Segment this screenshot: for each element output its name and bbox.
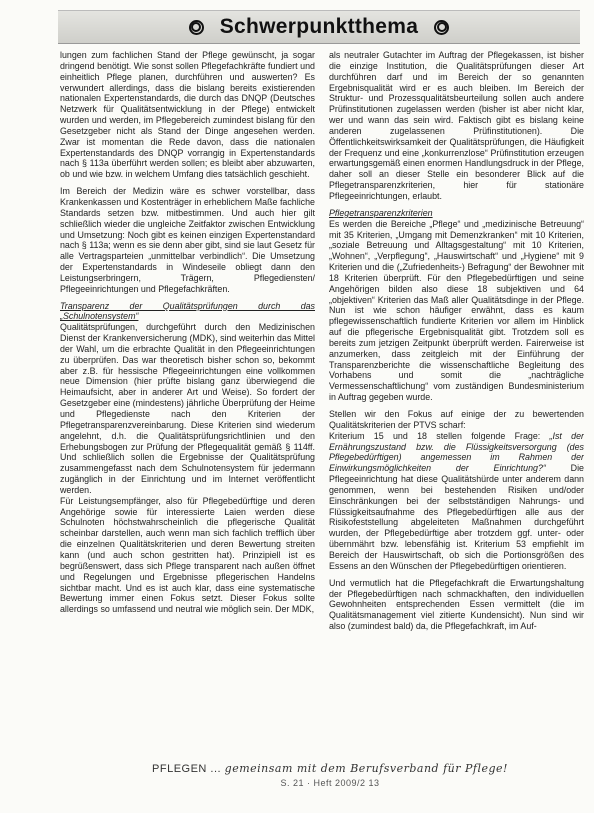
page-footer bbox=[150, 762, 510, 788]
paragraph: Und vermutlich hat die Pflegefachkraft die Erwartungshaltung der Pflegebedürftigen nach schmackhaften, den individuellen Gewohnheiten entsprechenden Essen vermittelt (die im Qualitätsmanagement viel zitierte Kundensicht). Nun sind wir also (zumindest bald) da, die Pflegefachkraft, im Auf- bbox=[329, 577, 584, 632]
quoted-criterion: „Ist der Ernährungszustand bzw. die Flüssigkeitsversorgung (des Pflegebedürftigen) angemessen im Rahmen der Einwirkungsmöglichkeiten der Einrichtung?“ bbox=[329, 430, 584, 474]
page-number: S. 21 · Heft 2009/2 13 bbox=[280, 778, 380, 788]
left-column bbox=[60, 50, 315, 748]
paragraph: lungen zum fachlichen Stand der Pflege gewünscht, ja sogar dringend benötigt. Wie sonst sollen Pflegefachkräfte fundiert und einheitlich Pflege planen, durchführen und auswerten? Es verwundert allerdings, dass die bislang bereits existierenden nationalen Expertenstandards, die durch das DNQP (Deutsches Netzwerk für Qualitätsentwicklung in der Pflege) entwickelt wurden und werden, im Pflegebereich zumindest bislang für den Gesetzgeber nicht als Stand der Dinge angesehen werden. Zwar ist momentan die Rede davon, dass die nationalen Expertenstandards des DNQP vorrangig in Expertenstandards nach § 113a überführt werden sollen; es bleibt aber abzuwarten, ob und wie bzw. in welchem Umfang dies tatsächlich geschieht. bbox=[60, 50, 315, 180]
target-icon bbox=[189, 20, 204, 35]
paragraph: Für Leistungsempfänger, also für Pflegebedürftige und deren Angehörige sowie für interessierte Laien werden diese Schulnoten höchstwahrscheinlich die pflegerische Qualität scheinbar darstellen, auch wenn man sich fachlich trefflich über die einzelnen Qualitätskriterien und deren Bewertung streiten kann (und auch schon gestritten hat). Prinzipiell ist es begrüßenswert, dass sich Pflege transparent nach außen öffnet und Regelungen und Ergebnisse pflegerischen Handelns sichtbar macht. Und es ist auch klar, dass eine systematische Bewertung immer einen Fokus setzt. Dieser Fokus sollte allerdings so umfassend und neutral wie möglich sein. Der MDK, bbox=[60, 495, 315, 615]
footer-brand bbox=[150, 762, 510, 775]
right-column bbox=[329, 50, 584, 748]
target-icon bbox=[434, 20, 449, 35]
footer-slogan: gemeinsam mit dem Berufsverband für Pflege! bbox=[224, 762, 508, 775]
paragraph: Stellen wir den Fokus auf einige der zu bewertenden Qualitätskriterien der PTVS scharf: bbox=[329, 409, 584, 430]
paragraph: Im Bereich der Medizin wäre es schwer vorstellbar, dass Krankenkassen und Kostenträger in erheblichem Maße fachliche Standards setzen bzw. mitbestimmen. Und auch hier gilt schließlich wieder die ungleiche Zeitfaktor zwischen Entwicklung und Umsetzung: Noch gibt es keinen einzigen Expertenstandard nach § 113a; wenn es sie denn aber gibt, sind sie laut Gesetz für alle Vertragsparteien „unmittelbar verbindlich“. Die Umsetzung der Expertenstandards in Windeseile obliegt dann den Leistungserbringern, Trägern, Pflegediensten/ Pflegeeinrichtungen und Pflegefachkräften. bbox=[60, 186, 315, 294]
paragraph: Qualitätsprüfungen, durchgeführt durch den Medizinischen Dienst der Krankenversicherung (MDK), sind weiterhin das Mittel der Wahl, um die erbrachte Qualität in den Pflegeeinrichtungen zu überprüfen. Das war theoretisch bisher schon so, bekommt aber z.B. für hessische Pflegeeinrichtungen eine vollkommen neue Dimension (hier prüfte bislang ganz überwiegend die Heimaufsicht, aber in anderer Art und Weise). So fordert der Gesetzgeber eine (mindestens) jährliche Überprüfung der Heime und Pflegedienste nach den Kriterien der Pflegetransparenzvereinbarung. Diese Kriterien sind wiederum angelehnt, d.h. die Qualitätsprüfungsrichtlinien und den Erhebungsbogen zur Prüfung der Pflegequalität gemäß § 114ff. Und schließlich sollen die Ergebnisse der Qualitätsprüfung zusammengefasst nach dem Schulnotensystem für jedermann zugänglich in der Einrichtung und im Internet veröffentlicht werden. bbox=[60, 322, 315, 495]
paragraph: als neutraler Gutachter im Auftrag der Pflegekassen, ist bisher die einzige Institution, die Qualitätsprüfungen dieser Art durchführen darf und im Bereich der so genannten Ergebnisqualität wird er es auch bleiben. Im Bereich der Struktur- und Prozessqualitätsbeurteilung sollen auch andere Prüfinstitutionen zugelassen werden (bisher ist aber nicht klar, wer und wann das sein wird. Faktisch gibt es bislang keine anderen zugelassenen Prüfinstitutionen). Die Öffentlichkeitswirksamkeit der Qualitätsprüfungen, die Häufigkeit der Frequenz und eine „konkurrenzlose“ Prüfinstitution erzeugen erwartungsgemäß einen enormen Handlungsdruck in der Pflege, daher soll an dieser Stelle ein besonderer Blick auf die Pflegetransparenzkriterien, hier für stationäre Pflegeeinrichtungen, erlaubt. bbox=[329, 50, 584, 201]
section-header bbox=[58, 10, 580, 44]
paragraph-rest: Die Pflegeeinrichtung hat diese Qualitätshürde unter anderem dann genommen, wenn bei bestehenden Risiken und/oder Einschränkungen bei der selbstständigen Nahrungs- und Flüssigkeitsaufnahme des Pflegebedürftigen alle aus der Risikofeststellung abgeleiteten Maßnahmen durchgeführt wurden, der Pflegebedürftige aber trotzdem ggf. unter- oder übernmährt bzw. lebensfähig ist. Kriterium 53 empfiehlt im Bereich der Hauswirtschaft, ob sich die Portionsgrößen des Essens an den Wünschen der Pflegebedürftigen orientieren. bbox=[329, 463, 584, 571]
section-title: Schwerpunktthema bbox=[219, 15, 419, 38]
paragraph-intro: Kriterium 15 und 18 stellen folgende Frage: bbox=[329, 430, 550, 441]
article-body bbox=[60, 50, 584, 748]
subheading: Pflegetransparenzkriterien bbox=[329, 207, 433, 218]
paragraph: Es werden die Bereiche „Pflege“ und „medizinische Betreuung“ mit 35 Kriterien, „Umgang mit Demenzkranken“ mit 10 Kriterien, „soziale Betreuung und Alltagsgestaltung“ mit 10 Kriterien, „Wohnen“, „Verpflegung“, „Hauswirtschaft“ und „Hygiene“ mit 9 Kriterien und die („Zufriedenheits-) Befragung“ der Bewohner mit 18 Kriterien überprüft. Für den Pflegebedürftigen und seine Angehörigen bilden also diese 18 subjektiven und 64 „objektiven“ Kriterien das Maß aller Qualitätsdinge in der Pflege. Nun ist wie schon häufiger erwähnt, dass es kaum pflegewissenschaftlich fundierte Kriterien vor allem im Hinblick auf die pflegerische Ergebnisqualität gibt. Trotzdem soll es bereits zum jetzigen Zeitpunkt überprüft werden. Fairerweise ist anzumerken, dass zeitgleich mit der Einführung der Transparenzberichte die wissenschaftliche Begleitung des Vorhabens und somit die „nachträgliche Vermessenschaftlichung“ vom zuständigen Bundesministerium in Auftrag gegeben wurde. bbox=[329, 218, 584, 403]
paragraph bbox=[329, 431, 584, 572]
footer-brand-name: PFLEGEN ... bbox=[152, 763, 222, 775]
subheading: Transparenz der Qualitätsprüfungen durch das „Schulnotensystem“ bbox=[60, 300, 315, 322]
